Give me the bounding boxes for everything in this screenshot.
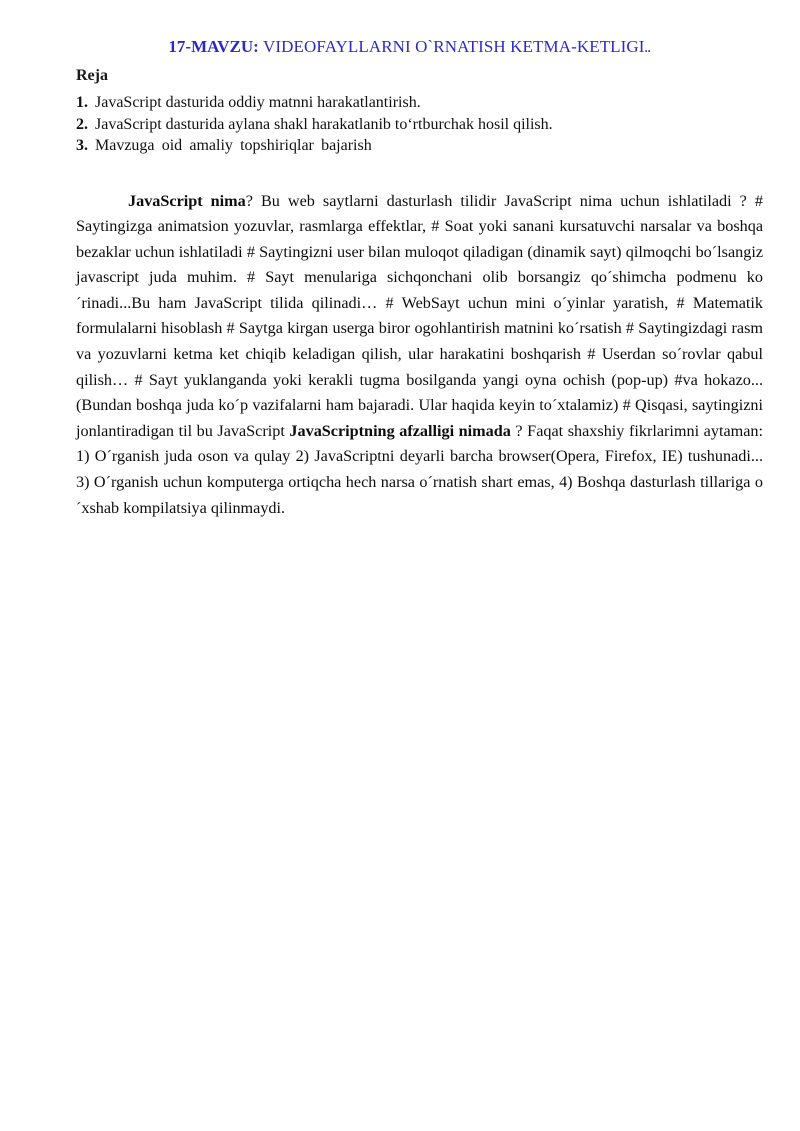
body-block: [76, 189, 763, 522]
list-item-label: JavaScript dasturida aylana shakl harakatlanib to‘rtburchak hosil qilish.: [95, 115, 553, 133]
list-item: [76, 114, 763, 136]
body-paragraph: [76, 189, 763, 522]
page-title: [76, 34, 763, 61]
plan-heading: Reja: [76, 67, 108, 84]
list-item-label: Mavzuga oid amaliy topshiriqlar bajarish: [95, 137, 372, 154]
list-item-number: 3.: [76, 137, 88, 154]
title-tail: ..: [644, 41, 651, 55]
list-item-number: 1.: [76, 94, 88, 111]
title-rest: VIDEOFAYLLARNI O`RNATISH KETMA-KETLIGI: [263, 37, 645, 56]
body-bold-lead: JavaScript nima: [128, 191, 246, 210]
plan-list: [76, 92, 763, 157]
list-item-label: JavaScript dasturida oddiy matnni harakatlantirish.: [95, 94, 421, 111]
body-bold-mid: JavaScriptning afzalligi nimada: [289, 421, 511, 440]
title-lead: 17-MAVZU:: [168, 37, 259, 56]
list-item: [76, 92, 763, 114]
body-segment-two: ? Faqat shaxshiy fikrlarimni aytaman: 1) O´rganish juda oson va qulay 2) JavaScriptni deyarli barcha browser(Opera, Firefox, IE) tushunadi... 3) O´rganish uchun komputerga ortiqcha hech narsa o´rnatish shart emas, 4) Boshqa dasturlash tillariga o´xshab kompilatsiya qilinmaydi.: [76, 421, 763, 517]
body-segment-one: ? Bu web saytlarni dasturlash tilidir JavaScript nima uchun ishlatiladi ? # Saytingizga animatsion yozuvlar, rasmlarga effektlar, # Soat yoki sanani kursatuvchi narsalar va boshqa bezaklar uchun ishlatiladi # Saytingizni user bilan muloqot qiladigan (dinamik sayt) qilmoqchi bo´lsangiz javascript juda muhim. # Sayt menulariga sichqonchani olib borsangiz qo´shimcha podmenu ko´rinadi...Bu ham JavaScript tilida qilinadi… # WebSayt uchun mini o´yinlar yaratish, # Matematik formulalarni hisoblash # Saytga kirgan userga biror ogohlantirish matnini ko´rsatish # Saytingizdagi rasm va yozuvlarni ketma ket chiqib keladigan qilish, ular harakatini boshqarish # Userdan so´rovlar qabul qilish… # Sayt yuklanganda yoki kerakli tugma bosilganda yangi oyna ochish (pop-up) #va hokazo...(Bundan boshqa juda ko´p vazifalarni ham bajaradi. Ular haqida keyin to´xtalamiz) # Qisqasi, saytingizni jonlantiradigan til bu JavaScript: [76, 191, 763, 440]
list-item: [76, 135, 763, 157]
list-item-number: 2.: [76, 115, 88, 133]
